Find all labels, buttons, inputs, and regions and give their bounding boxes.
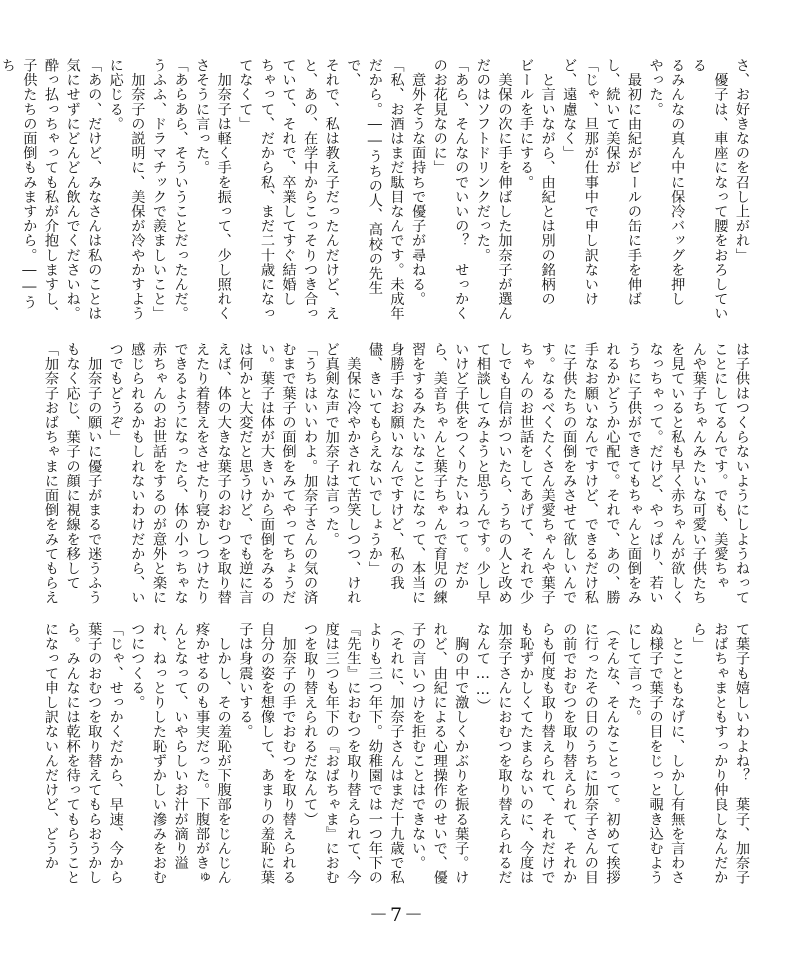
text-line: 加奈子は軽く手を振って、少し照れく: [215, 58, 232, 321]
vertical-text-block: [43, 622, 752, 886]
text-line: ちゃんのお世話をしてあげて、それで少: [518, 342, 535, 605]
text-line: ことにしてるんです。でも、美愛ちゃ: [712, 342, 729, 591]
text-line: 加奈子の願いに優子がまるで迷うふう: [86, 342, 103, 605]
text-line: に行ったその日のうちに加奈子さんの目: [582, 622, 599, 885]
text-line: ら。みんなには乾杯を待ってもらうこと: [64, 622, 81, 885]
text-line: やった。: [647, 58, 664, 117]
text-line: 加奈子の手でおむつを取り替えられる: [280, 622, 297, 885]
text-line: 美保に冷やかされて苦笑しつつ、けれ: [345, 342, 362, 605]
page-number: －7－: [368, 904, 426, 926]
text-line: 美保の次に手を伸ばした加奈子が選ん: [496, 58, 513, 321]
text-line: 優子は、車座になって腰をおろしている: [690, 58, 729, 321]
text-line: に子供たちの面倒をみさせて欲しいんで: [561, 342, 578, 605]
text-line: （そんな、そんなことって。初めて挨拶: [604, 622, 621, 885]
text-line: 気にせずにどんどん飲んでくださいね。: [64, 58, 81, 321]
text-line: さ、お好きなのを召し上がれ」: [734, 58, 750, 263]
text-line: んや葉子ちゃんみたいな可愛い子供たち: [690, 342, 707, 605]
text-line: も恥ずかしくてたまらないのに、今度は: [518, 622, 535, 885]
text-line: るみんなの真ん中に保冷バッグを押し: [669, 58, 686, 307]
text-line: にして言った。: [626, 622, 643, 725]
text-line: 感じられるかもしれないわけだから、い: [129, 342, 146, 605]
text-line: れど、由紀による心理操作のせいで、優: [431, 622, 448, 885]
text-line: を見ていると私も早く赤ちゃんが欲しく: [669, 342, 686, 605]
text-line: 意外そうな面持ちで優子が尋ねる。: [410, 58, 427, 307]
text-line: ら」: [690, 622, 707, 652]
text-line: になって申し訳ないんだけど、どうか: [43, 622, 59, 871]
text-line: 「じゃ、せっかくだから、早速、今から: [107, 622, 124, 885]
text-line: ちゃって、だから私、まだ二十歳になっ: [258, 58, 275, 321]
text-line: えば、体の大きな葉子のおむつを取り替: [215, 342, 232, 605]
text-line: もなく応じ、葉子の顔に視線を移して: [64, 342, 81, 591]
text-line: 「加奈子おばちゃまに面倒をみてもらえ: [43, 342, 59, 605]
text-line: さそうに言った。: [194, 58, 211, 175]
text-line: のお花見なのに」: [431, 58, 448, 175]
text-line: い。葉子は体が大きいから面倒をみるの: [258, 342, 275, 605]
text-line: と言いながら、由紀とは別の銘柄の: [539, 58, 556, 307]
text-line: つを取り替えられるだなんて）: [302, 622, 319, 827]
text-line: れるかどうか心配で。それで、あの、勝: [604, 342, 621, 605]
text-line: なんて……）: [474, 622, 491, 714]
text-line: えたり着替えをさせたり寝かしつけたり: [194, 342, 211, 605]
text-line: うちに子供ができてもちゃんと面倒をみ: [626, 342, 643, 605]
text-tier-middle: [43, 342, 752, 606]
text-line: むまで葉子の面倒をみてやってちょうだ: [280, 342, 297, 605]
text-line: 酔っ払っちゃっても私が介抱しますし、: [43, 58, 59, 321]
text-line: よりも三つ年下。幼稚園では一つ年下の: [366, 622, 383, 885]
text-line: て葉子も嬉しいわよね？ 葉子、加奈子: [734, 622, 750, 885]
text-line: いけど子供をつくりたいねって。だか: [453, 342, 470, 591]
text-line: ど、遠慮なく」: [561, 58, 578, 161]
text-line: 疼かせるのも事実だった。下腹部がきゅ: [194, 622, 211, 885]
text-line: てなくて」: [237, 58, 254, 131]
text-line: 最初に由紀がビールの缶に手を伸ば: [626, 58, 643, 307]
text-line: ど真剣な声で加奈子は言った。: [323, 342, 340, 547]
text-line: す。なるべくたくさん美愛ちゃんや葉子: [539, 342, 556, 605]
vertical-text-block: [43, 342, 752, 606]
text-line: 『先生』におむつを取り替えられて、今: [345, 622, 362, 885]
text-line: 自分の姿を想像して、あまりの羞恥に葉: [258, 622, 275, 885]
text-line: つでもどうぞ」: [107, 342, 124, 445]
text-line: それで、私は教え子だったんだけど、え: [323, 58, 340, 321]
text-line: 儘、きいてもらえないでしょうか」: [366, 342, 383, 576]
text-line: 子は身震いする。: [237, 622, 254, 739]
text-line: 「あら、そんなのでいいの？ せっかく: [453, 58, 470, 321]
text-line: 度は三つも年下の『おばちゃま』におむ: [323, 622, 340, 885]
text-line: ていて、それで、卒業してすぐ結婚し: [280, 58, 297, 307]
text-line: ぬ様子で葉子の目をじっと覗き込むよう: [647, 622, 664, 885]
text-line: らも何度も取り替えられて、それだけで: [539, 622, 556, 885]
text-line: 「あらあら、そういうことだったんだ。: [172, 58, 189, 321]
text-line: 胸の中で激しくかぶりを振る葉子。け: [453, 622, 470, 885]
vertical-text-block: [0, 58, 752, 324]
text-line: れ、ねっとりした恥ずかしい滲みをおむ: [150, 622, 167, 885]
text-line: 葉子のおむつを取り替えてもらおうかし: [86, 622, 103, 885]
text-line: の前でおむつを取り替えられて、それか: [561, 622, 578, 885]
text-line: （それに、加奈子さんはまだ十九歳で私: [388, 622, 405, 885]
text-line: 子供たちの面倒もみますから。――うち: [0, 58, 38, 310]
text-line: できるようになったら、体の小っちゃな: [172, 342, 189, 605]
text-line: し、続いて美保が: [604, 58, 621, 175]
text-line: だのはソフトドリンクだった。: [474, 58, 491, 263]
text-line: 「じゃ、旦那が仕事中で申し訳ないけ: [582, 58, 599, 307]
text-line: 「あの、だけど、みなさんは私のことは: [86, 58, 103, 321]
text-line: つにつくる。: [129, 622, 146, 710]
text-line: と、あの、在学中からこっそりつき合っ: [302, 58, 319, 321]
text-line: 習をするみたいなことになって、本当に: [410, 342, 427, 605]
text-line: おばちゃまともすっかり仲良しなんだか: [712, 622, 729, 885]
text-line: 子の言いつけを拒むことはできない。: [410, 622, 427, 871]
text-line: 加奈子さんにおむつを取り替えられるだ: [496, 622, 513, 885]
text-line: なっちゃって。だけど、やっぱり、若い: [647, 342, 664, 605]
text-line: は何かと大変だと思うけど、でも逆に言: [237, 342, 254, 605]
text-line: て相談してみようと思うんです。少し早: [474, 342, 491, 605]
text-line: んとなって、いやらしいお汁が滴り溢: [172, 622, 189, 871]
text-line: 手なお願いなんですけど、できるだけ私: [582, 342, 599, 605]
text-line: 身勝手なお願いなんですけど、私の我: [388, 342, 405, 591]
text-line: うふふ、ドラマチックで羨ましいこと」: [150, 58, 167, 321]
text-line: 「私、お酒はまだ駄目なんです。未成年: [388, 58, 405, 321]
text-line: は子供はつくらないようにしようねって: [734, 342, 750, 605]
text-line: 加奈子の説明に、美保が冷やかすよう: [129, 58, 146, 321]
text-line: ビールを手にする。: [518, 58, 535, 190]
text-line: しかし、その羞恥が下腹部をじんじん: [215, 622, 232, 885]
text-line: だから。――うちの人、高校の先生で、: [345, 58, 383, 296]
text-tier-bottom: [43, 622, 752, 886]
text-tier-top: [0, 58, 752, 324]
text-line: に応じる。: [107, 58, 124, 131]
text-line: ら、美音ちゃんと葉子ちゃんで育児の練: [431, 342, 448, 605]
text-line: しでも自信がついたら、うちの人と改め: [496, 342, 513, 605]
text-line: とこともなげに、しかし有無を言わさ: [669, 622, 686, 885]
text-line: 「うちはいいわよ。加奈子さんの気の済: [302, 342, 319, 605]
text-line: 赤ちゃんのお世話をするのが意外と楽に: [150, 342, 167, 605]
